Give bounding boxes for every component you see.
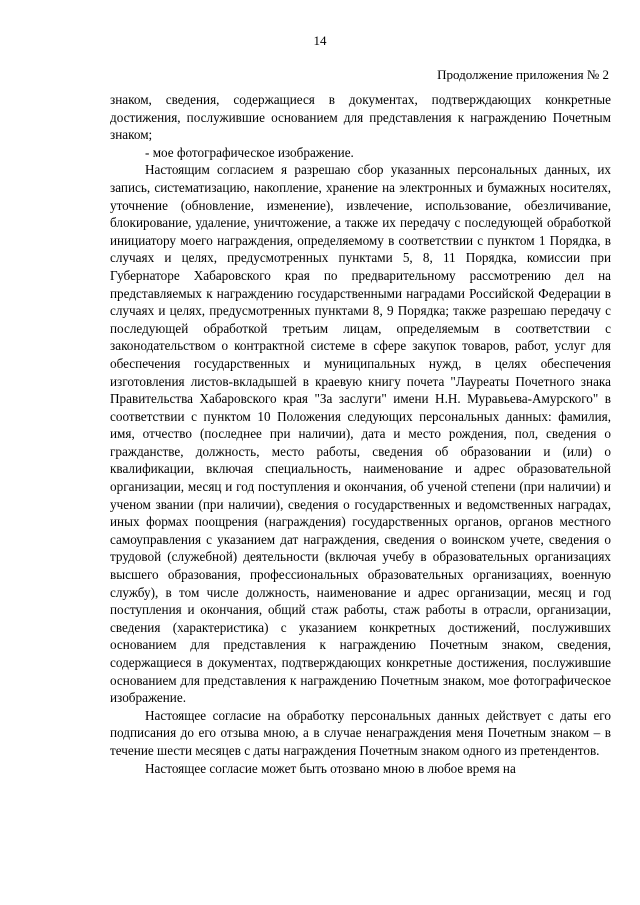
paragraph-continuation: знаком, сведения, содержащиеся в документах, подтверждающих конкретные достижения, послужившие основанием для представления к награждению Почетным знаком; [110, 92, 611, 143]
document-body [110, 91, 611, 777]
paragraph-consent-duration: Настоящее согласие на обработку персональных данных действует с даты его подписания до его отзыва мною, а в случае ненаграждения меня Почетным знаком – в течение шести месяцев с даты награждения Почетным знаком одного из претендентов. [110, 707, 611, 758]
appendix-continuation-label: Продолжение приложения № 2 [437, 67, 609, 82]
paragraph-consent-scope: Настоящим согласием я разрешаю сбор указанных персональных данных, их запись, систематизацию, накопление, хранение на электронных и бумажных носителях, уточнение (обновление, изменение), извлечение, использование, обезличивание, блокирование, удаление, уничтожение, а также их передачу с последующей обработкой инициатору моего награждения, определяемому в соответствии с пунктом 1 Порядка, в случаях и целях, предусмотренных пунктами 5, 8, 11 Порядка, комиссии при Губернаторе Хабаровского края по предварительному рассмотрению дел на представляемых к награждению государственными наградами Российской Федерации в случаях и целях, предусмотренных пунктами 8, 9 Порядка; также разрешаю передачу с последующей обработкой третьим лицам, определяемым в соответствии с законодательством о контрактной системе в сфере закупок товаров, работ, услуг для обеспечения государственных и муниципальных нужд, в целях обеспечения изготовления листов-вкладышей в краевую книгу почета "Лауреаты Почетного знака Правительства Хабаровского края "За заслуги" имени Н.Н. Муравьева-Амурского" в соответствии с пунктом 10 Положения следующих персональных данных: фамилия, имя, отчество (последнее при наличии), дата и место рождения, пол, сведения о гражданстве, должность, место работы, сведения об образовании и (или) о квалификации, включая специальность, наименование и адрес образовательной организации, месяц и год поступления и окончания, об ученой степени (при наличии) и ученом звании (при наличии), сведения о государственных и ведомственных наградах, иных формах поощрения (награждения) государственных органов, органов местного самоуправления с указанием дат награждения, сведения о воинском учете, сведения о трудовой (служебной) деятельности (включая учебу в образовательных организациях высшего образования, профессиональных образовательных организациях, военную службу), в том числе должность, наименование и адрес организации, месяц и год поступления и окончания, общий стаж работы, стаж работы в отрасли, организации, сведения (характеристика) с указанием конкретных достижений, послуживших основанием для представления к награждению Почетным знаком, сведения, содержащиеся в документах, подтверждающих конкретные достижения, послужившие основанием для представления к награждению Почетным знаком, мое фотографическое изображение. [110, 162, 611, 706]
paragraph-consent-revocation: Настоящее согласие может быть отозвано мною в любое время на [145, 760, 516, 776]
list-item-photo: - мое фотографическое изображение. [145, 144, 354, 160]
page-number: 14 [313, 33, 327, 48]
